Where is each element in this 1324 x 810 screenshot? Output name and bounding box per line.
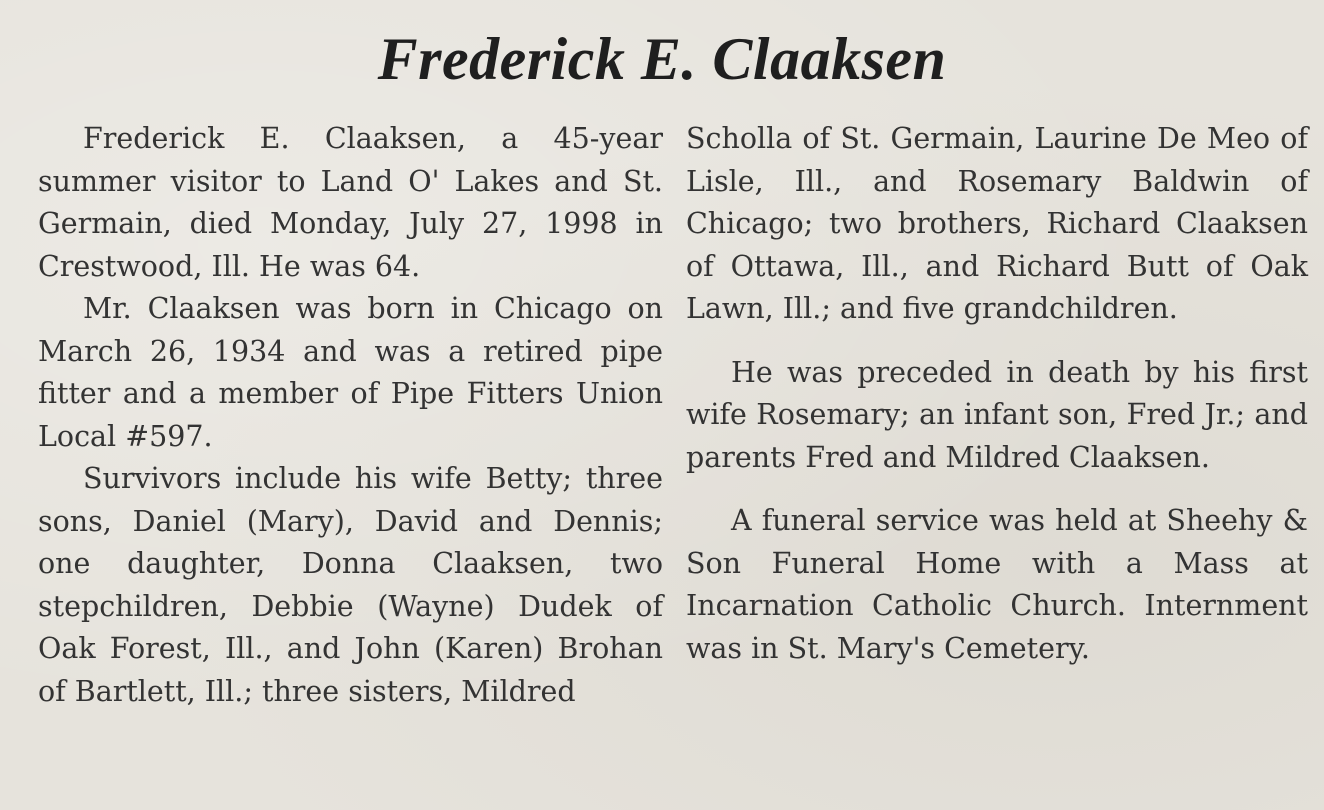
right-column <box>686 118 1308 670</box>
paragraph-survivors-start: Survivors include his wife Betty; three sons, Daniel (Mary), David and Dennis; one daughter, Donna Claaksen, two stepchildren, Debbie (Wayne) Dudek of Oak Forest, Ill., and John (Karen) Brohan of Bartlett, Ill.; three sisters, Mildred <box>38 462 663 708</box>
paragraph-biography: Mr. Claaksen was born in Chicago on March 26, 1934 and was a retired pipe fitter and a member of Pipe Fitters Union Local #597. <box>38 292 663 453</box>
left-column <box>38 118 663 713</box>
paragraph-intro: Frederick E. Claaksen, a 45-year summer visitor to Land O' Lakes and St. Germain, died Monday, July 27, 1998 in Crestwood, Ill. He was 64. <box>38 122 663 283</box>
paragraph-survivors-continued: Scholla of St. Germain, Laurine De Meo of Lisle, Ill., and Rosemary Baldwin of Chicago; two brothers, Richard Claaksen of Ottawa, Ill., and Richard Butt of Oak Lawn, Ill.; and five grandchildren. <box>686 122 1308 325</box>
paragraph-funeral-service: A funeral service was held at Sheehy & Son Funeral Home with a Mass at Incarnation Catholic Church. Internment was in St. Mary's Cemetery. <box>686 504 1308 665</box>
paragraph-preceded-in-death: He was preceded in death by his first wife Rosemary; an infant son, Fred Jr.; and parents Fred and Mildred Claaksen. <box>686 355 1308 474</box>
obituary-headline: Frederick E. Claaksen <box>377 26 947 92</box>
